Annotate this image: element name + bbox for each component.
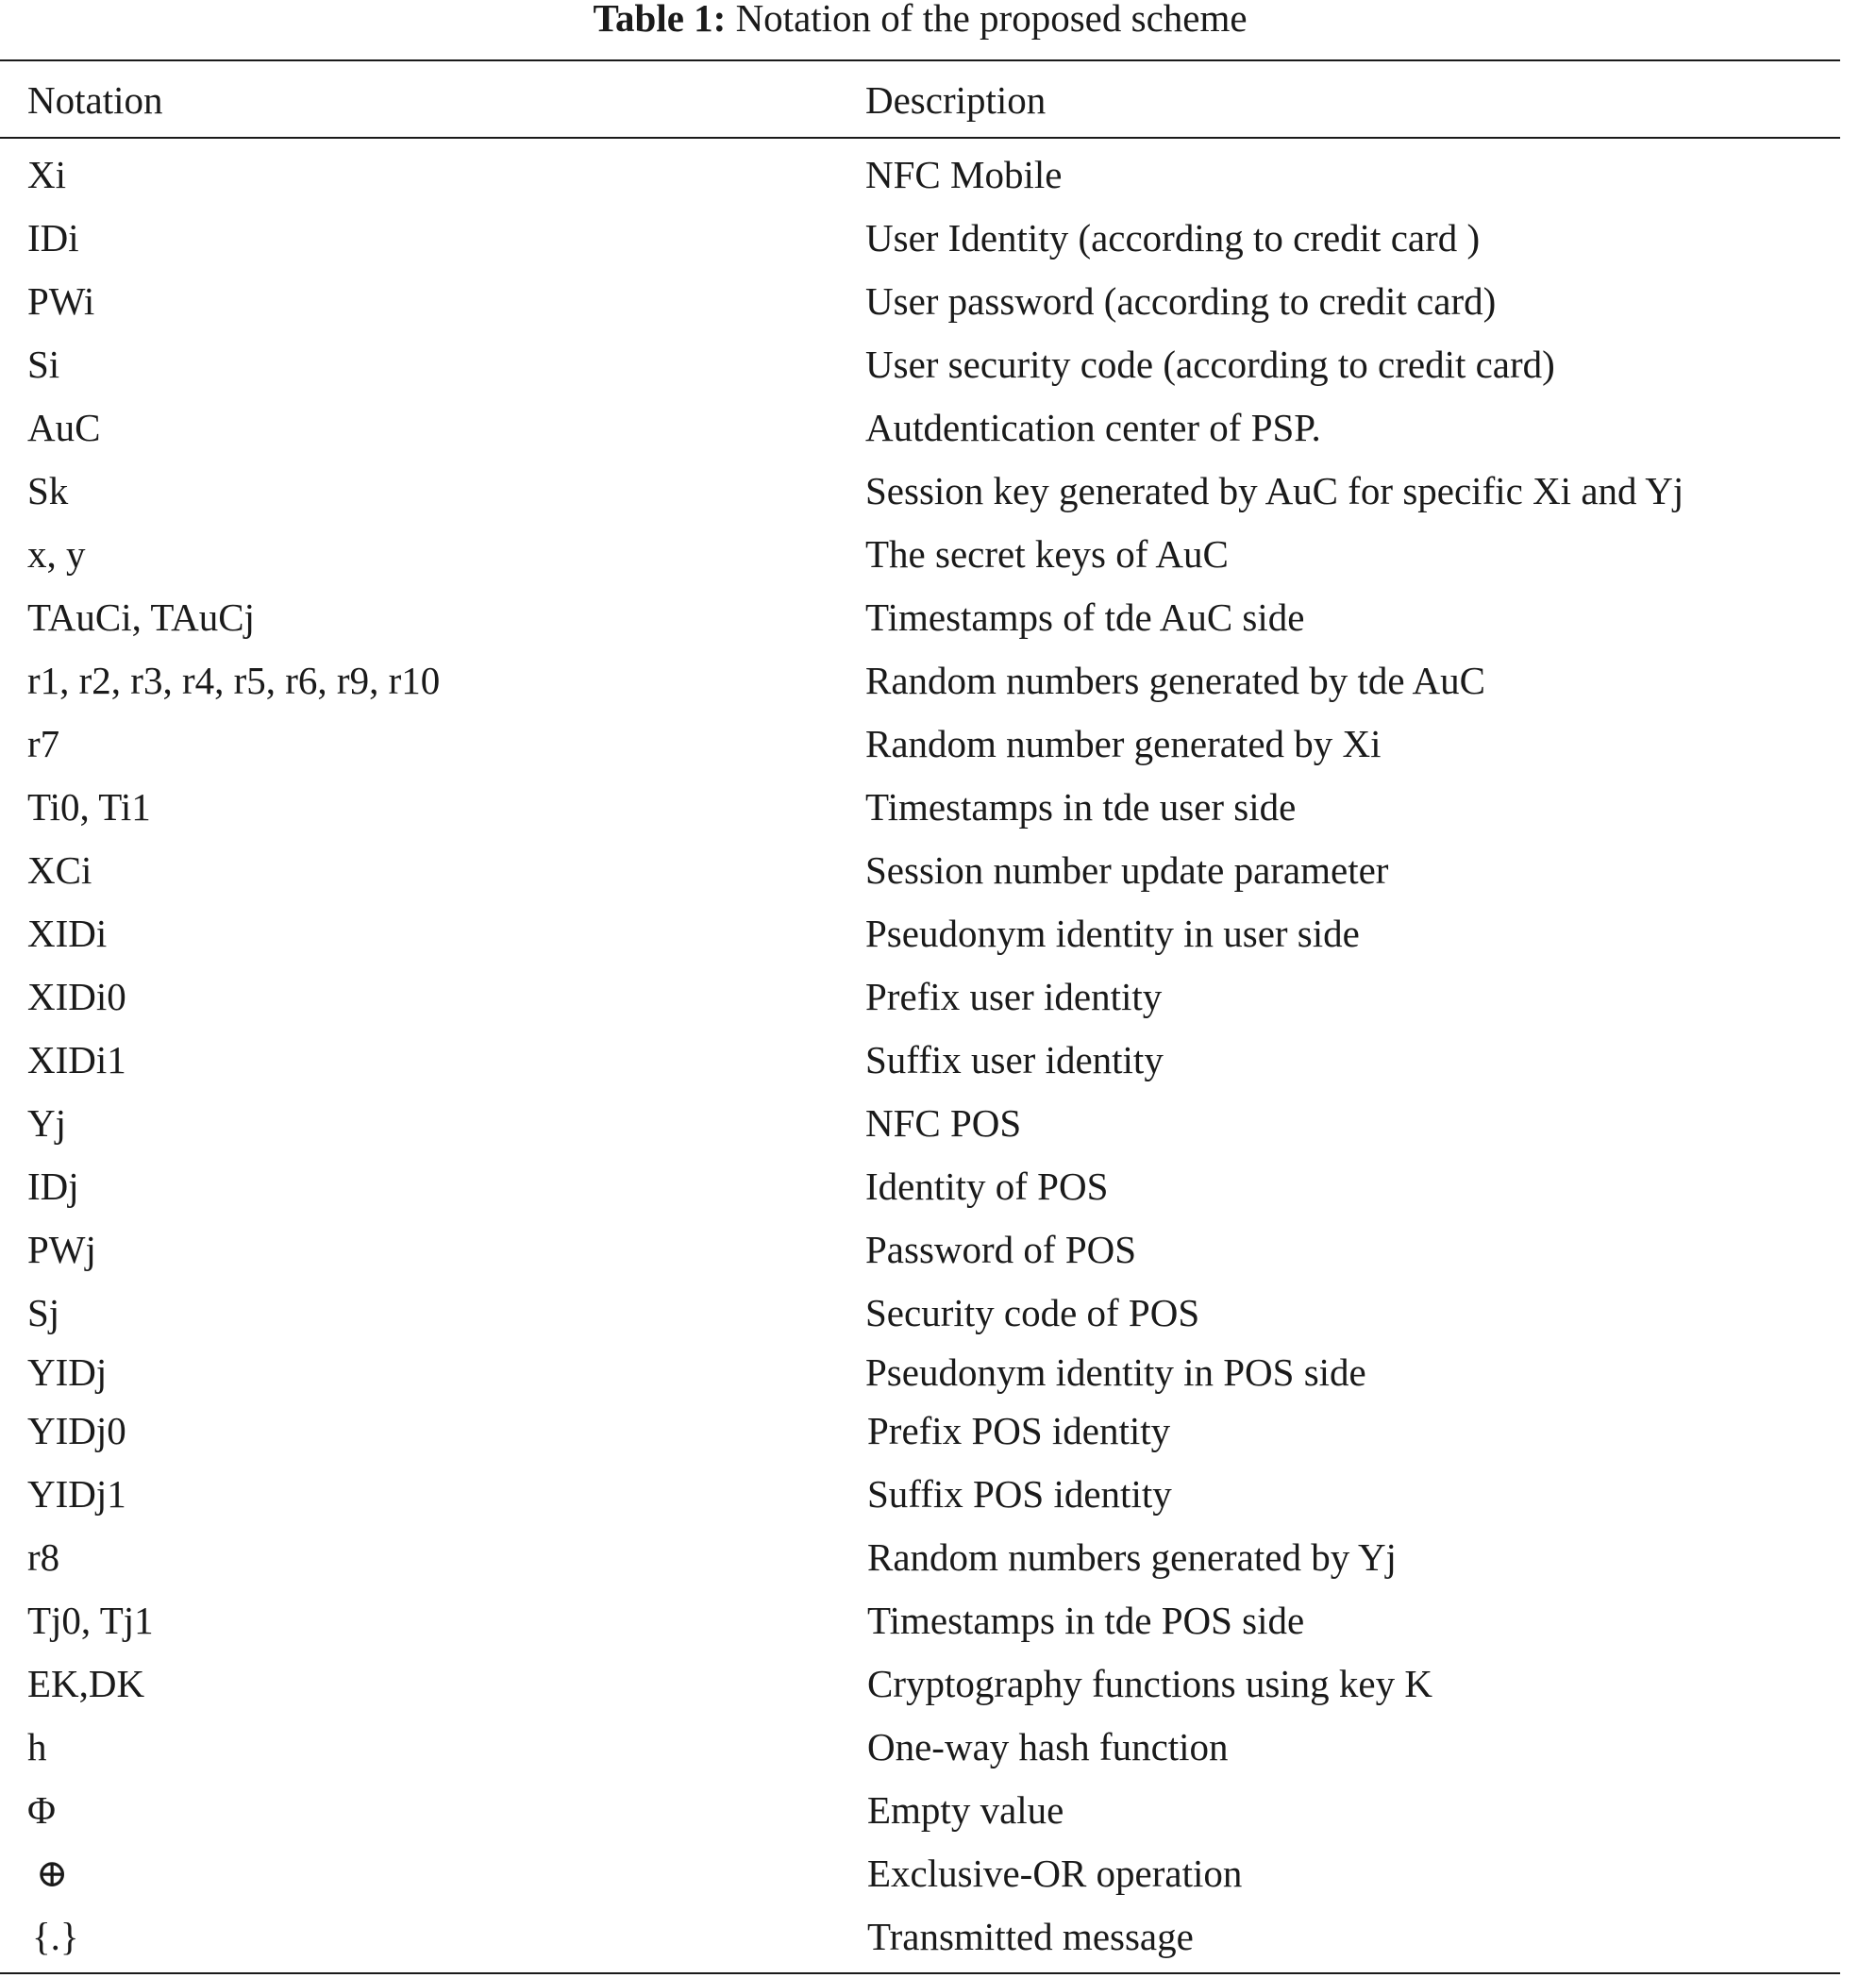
table-row (0, 523, 1840, 586)
table-bottom-rule (0, 1972, 1840, 1974)
table-row (0, 333, 1840, 396)
notation-cell: Sj (27, 1291, 60, 1334)
notation-cell: XIDi0 (27, 975, 126, 1018)
table-row (0, 1282, 1840, 1345)
notation-cell: XCi (27, 848, 92, 892)
notation-cell: YIDj (27, 1350, 108, 1394)
table-row (0, 839, 1840, 902)
notation-cell: r7 (27, 722, 60, 765)
description-cell: NFC Mobile (865, 153, 1063, 196)
phi-symbol: Φ (27, 1788, 56, 1832)
description-cell: Password of POS (865, 1228, 1137, 1271)
table-row (0, 902, 1840, 965)
table-row (0, 1526, 1840, 1589)
description-cell: Suffix user identity (865, 1038, 1164, 1081)
table-row (0, 1092, 1840, 1155)
description-cell: Pseudonym identity in POS side (865, 1350, 1366, 1394)
header-notation: Notation (27, 78, 163, 122)
notation-cell: YIDj1 (27, 1472, 126, 1516)
description-cell: Exclusive-OR operation (867, 1852, 1243, 1895)
description-cell: Random numbers generated by tde AuC (865, 659, 1486, 702)
notation-cell: Yj (27, 1101, 66, 1145)
notation-cell: {.} (32, 1915, 79, 1958)
table-row (0, 649, 1840, 712)
notation-cell: EK,DK (27, 1662, 145, 1705)
notation-cell: Si (27, 343, 60, 386)
description-cell: NFC POS (865, 1101, 1022, 1145)
notation-cell: XIDi (27, 912, 108, 955)
notation-cell: Ti0, Ti1 (27, 785, 151, 829)
description-cell: Pseudonym identity in user side (865, 912, 1360, 955)
notation-cell: AuC (27, 406, 101, 449)
table-row (0, 1345, 1840, 1400)
table-row (0, 143, 1840, 207)
table-row (0, 270, 1840, 333)
notation-cell: r8 (27, 1535, 60, 1579)
table-row (0, 965, 1840, 1029)
table-row (0, 1716, 1840, 1779)
table-row (0, 586, 1840, 649)
table-row (0, 1652, 1840, 1716)
description-cell: Security code of POS (865, 1291, 1200, 1334)
table-row (0, 1155, 1840, 1218)
description-cell: Prefix POS identity (867, 1409, 1171, 1452)
table-row (0, 1842, 1840, 1905)
notation-cell: h (27, 1725, 47, 1768)
notation-cell: Tj0, Tj1 (27, 1599, 154, 1642)
table-row (0, 712, 1840, 776)
description-cell: Timestamps in tde POS side (867, 1599, 1305, 1642)
notation-cell: YIDj0 (27, 1409, 126, 1452)
description-cell: The secret keys of AuC (865, 532, 1229, 576)
description-cell: Random numbers generated by Yj (867, 1535, 1397, 1579)
table-row (0, 396, 1840, 460)
description-cell: User password (according to credit card) (865, 279, 1497, 323)
table-row (0, 460, 1840, 523)
table-row (0, 776, 1840, 839)
description-cell: One-way hash function (867, 1725, 1229, 1768)
xor-symbol: ⊕ (36, 1852, 69, 1895)
table-caption (0, 0, 1840, 42)
notation-cell: PWi (27, 279, 95, 323)
description-cell: Suffix POS identity (867, 1472, 1172, 1516)
table-row (0, 1218, 1840, 1282)
table-row (0, 1589, 1840, 1652)
table-row (0, 1905, 1840, 1969)
notation-cell: PWj (27, 1228, 96, 1271)
notation-cell: r1, r2, r3, r4, r5, r6, r9, r10 (27, 659, 441, 702)
notation-cell: x, y (27, 532, 86, 576)
description-cell: User security code (according to credit card) (865, 343, 1555, 386)
table-row (0, 1029, 1840, 1092)
header-description: Description (865, 78, 1047, 122)
description-cell: Prefix user identity (865, 975, 1163, 1018)
table-row (0, 1779, 1840, 1842)
description-cell: Transmitted message (867, 1915, 1194, 1958)
description-cell: Timestamps in tde user side (865, 785, 1297, 829)
description-cell: Timestamps of tde AuC side (865, 595, 1305, 639)
description-cell: Random number generated by Xi (865, 722, 1382, 765)
notation-cell: Xi (27, 153, 66, 196)
notation-cell: Sk (27, 469, 69, 512)
table-header-rule (0, 137, 1840, 139)
description-cell: Session key generated by AuC for specific Xi and Yj (865, 469, 1684, 512)
notation-cell: IDj (27, 1165, 79, 1208)
description-cell: Empty value (867, 1788, 1064, 1832)
description-cell: Cryptography functions using key K (867, 1662, 1432, 1705)
table-row (0, 1400, 1840, 1463)
description-cell: User Identity (according to credit card ) (865, 216, 1481, 260)
table-header-row (0, 72, 1840, 128)
description-cell: Autdentication center of PSP. (865, 406, 1321, 449)
table-body (0, 143, 1840, 1969)
notation-cell: TAuCi, TAuCj (27, 595, 255, 639)
notation-cell: IDi (27, 216, 79, 260)
table-row (0, 207, 1840, 270)
table-caption-text: Notation of the proposed scheme (735, 0, 1248, 40)
description-cell: Session number update parameter (865, 848, 1389, 892)
table-top-rule (0, 59, 1840, 61)
table-row (0, 1463, 1840, 1526)
description-cell: Identity of POS (865, 1165, 1109, 1208)
table-caption-label: Table 1: (593, 0, 727, 40)
notation-cell: XIDi1 (27, 1038, 126, 1081)
